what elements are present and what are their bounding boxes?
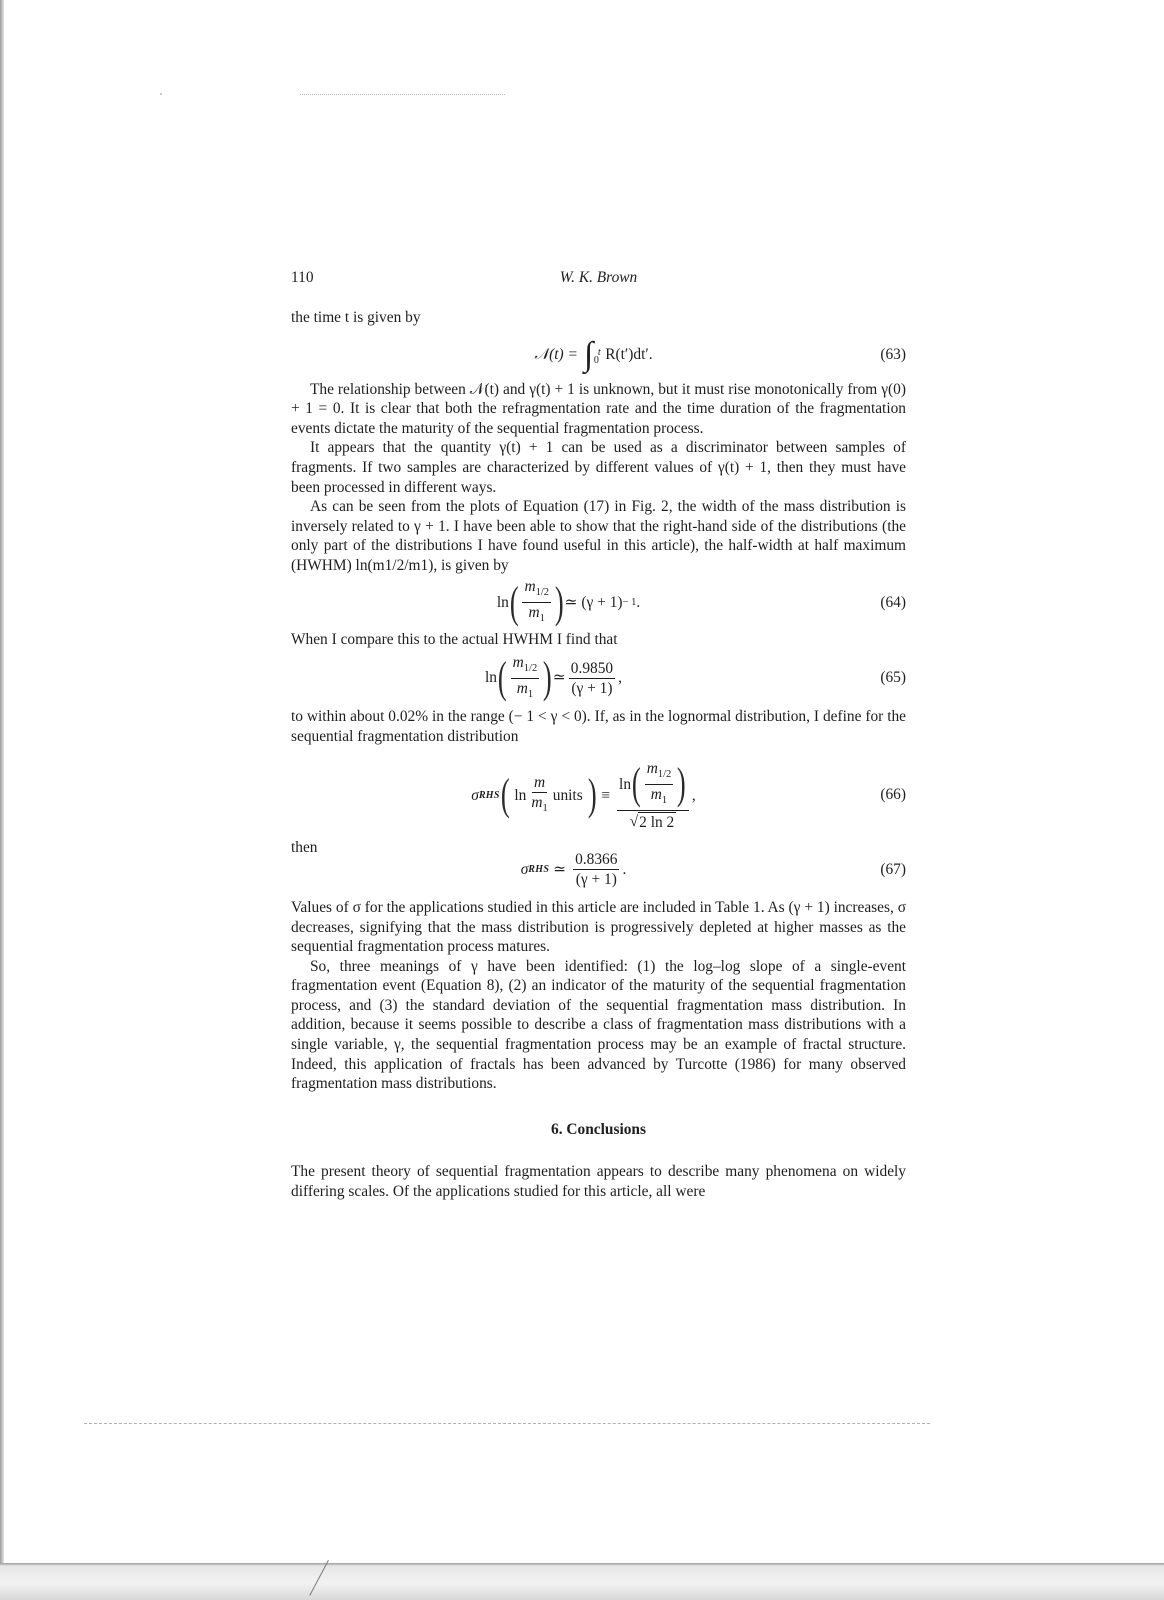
punctuation: .: [622, 861, 627, 879]
approx-sign: ≃: [552, 669, 566, 687]
right-paren: ): [587, 770, 597, 820]
paragraph: So, three meanings of γ have been identified: (1) the log–log slope of a single-event fragmentation event (Equation 8), (2) an indicator of the maturity of the sequential fragmentation process, and (3) the standard deviation of the sequential fragmentation mass distribution. In addition, because it seems possible to describe a class of fragmentation mass distributions with a single variable, γ, the sequential fragmentation process may be an example of fractal structure. Indeed, this application of fractals has been advanced by Turcotte (1986) for many observed fragmentation mass distributions.: [291, 957, 906, 1093]
square-root: √ 2 ln 2: [629, 812, 675, 831]
radicand: 2 ln 2: [639, 813, 675, 831]
equation-65: [291, 651, 906, 705]
denominator: m: [650, 785, 662, 803]
subscript: 1/2: [523, 662, 538, 674]
left-paren: (: [500, 770, 510, 820]
equation-63-body: [534, 335, 653, 373]
left-paren: (: [631, 759, 641, 809]
equation-number-67: (67): [880, 861, 906, 879]
ln-operator: ln: [514, 786, 527, 804]
paragraph: to within about 0.02% in the range (− 1 < γ < 0). If, as in the lognormal distribution, I define for the sequential fragmentation distribution: [291, 708, 906, 745]
equiv-sign: ≡: [601, 786, 611, 804]
paragraph: The relationship between 𝒩(t) and γ(t) + 1 is unknown, but it must rise monotonically from γ(0) + 1 = 0. It is clear that both the refragmentation rate and the time duration of the fragmentation events dictate the maturity of the sequential fragmentation process.: [291, 380, 906, 437]
scan-speck: [160, 93, 162, 95]
running-head: [291, 268, 906, 290]
fraction: [511, 654, 540, 703]
integral-upper-limit: t: [597, 346, 601, 358]
paragraph: As can be seen from the plots of Equation (17) in Fig. 2, the width of the mass distribution is inversely related to γ + 1. I have been able to show that the right-hand side of the distributions (the only part of the distributions I have found useful in this article), the half-width at half maximum (HWHM) ln(m1/2/m1), is given by: [291, 498, 906, 574]
ln-operator: ln: [485, 669, 498, 687]
paper-page: [291, 268, 906, 1202]
subscript: 1: [661, 794, 668, 806]
numerator: m: [646, 759, 658, 777]
punctuation: ,: [691, 786, 696, 804]
page-number: 110: [291, 269, 314, 286]
left-paren: (: [497, 653, 507, 703]
subscript: 1: [539, 613, 545, 625]
equation-number-64: (64): [880, 593, 906, 611]
ln-operator: ln: [496, 593, 509, 611]
integral-sign: ∫ t 0: [584, 338, 593, 372]
fraction: [569, 660, 615, 697]
subscript: 1/2: [657, 768, 672, 780]
subscript: 1/2: [535, 587, 549, 599]
subscript: 1: [527, 688, 534, 700]
paragraph: When I compare this to the actual HWHM I find that: [291, 630, 618, 648]
equation-66-body: [471, 760, 696, 831]
scan-bottom-edge: [0, 1563, 1164, 1600]
units-label: units: [552, 786, 583, 804]
denominator: m: [528, 604, 540, 622]
equation-number-66: (66): [880, 786, 906, 804]
fraction: [645, 760, 674, 809]
right-paren: ): [554, 577, 564, 627]
equation-64: [291, 578, 906, 628]
paragraph: then: [291, 839, 318, 857]
exponent: − 1: [622, 596, 637, 608]
scan-edge: [0, 0, 4, 1600]
numerator: m: [524, 578, 536, 596]
equation-66: [291, 752, 906, 838]
subscript: RHS: [528, 864, 550, 876]
integral-lower-limit: 0: [593, 354, 599, 366]
paragraph-intro: the time t is given by: [291, 309, 421, 326]
paragraph: Values of σ for the applications studied in this article are included in Table 1. As (γ + 1) increases, σ decreases, signifying that the mass distribution is progressively depleted at higher masses as the sequential fragmentation process matures.: [291, 898, 906, 956]
right-paren: ): [543, 653, 552, 703]
punctuation: .: [636, 593, 641, 611]
equation-number-65: (65): [880, 669, 906, 687]
fraction: [617, 760, 689, 831]
punctuation: ,: [618, 669, 622, 687]
eq64-rhs: ≃ (γ + 1): [564, 593, 623, 611]
numerator: m: [512, 653, 524, 671]
paragraph: It appears that the quantity γ(t) + 1 can be used as a discriminator between samples of fragments. If two samples are characterized by different values of γ(t) + 1, then they must have been processed in different ways.: [291, 439, 906, 496]
eq63-lhs: 𝒩(t) =: [534, 345, 578, 363]
numerator: 0.9850: [570, 659, 614, 677]
eq63-rhs: R(t′)dt′.: [605, 345, 653, 363]
section-heading: 6. Conclusions: [551, 1120, 646, 1138]
equation-67-body: [521, 851, 627, 888]
numerator: m: [534, 773, 546, 791]
denominator: (γ + 1): [571, 679, 613, 697]
equation-63: [291, 332, 906, 378]
denominator: (γ + 1): [575, 871, 617, 889]
fraction: [522, 578, 551, 627]
denominator: m: [531, 793, 543, 811]
denominator: m: [516, 679, 528, 697]
subscript: RHS: [478, 789, 500, 801]
paragraph: The present theory of sequential fragmentation appears to describe many phenomena on widely differing scales. Of the applications studied for this article, all were: [291, 1163, 906, 1201]
fraction: [529, 774, 549, 817]
equation-number-63: (63): [880, 345, 906, 363]
right-paren: ): [677, 759, 686, 809]
subscript: 1: [542, 802, 548, 814]
sigma: σ: [471, 786, 479, 804]
fraction: [573, 851, 619, 888]
left-paren: (: [509, 577, 519, 627]
equation-65-body: [485, 654, 622, 703]
equation-64-body: [497, 578, 640, 627]
numerator: 0.8366: [575, 851, 618, 869]
sigma: σ: [520, 861, 529, 879]
approx-sign: ≃: [553, 861, 567, 879]
equation-67: [291, 848, 906, 892]
ln-operator: ln: [619, 775, 632, 793]
scan-bleedthrough-bottom: [84, 1423, 930, 1424]
running-title-author: W. K. Brown: [559, 269, 638, 286]
scan-bleedthrough-top: [300, 94, 505, 95]
